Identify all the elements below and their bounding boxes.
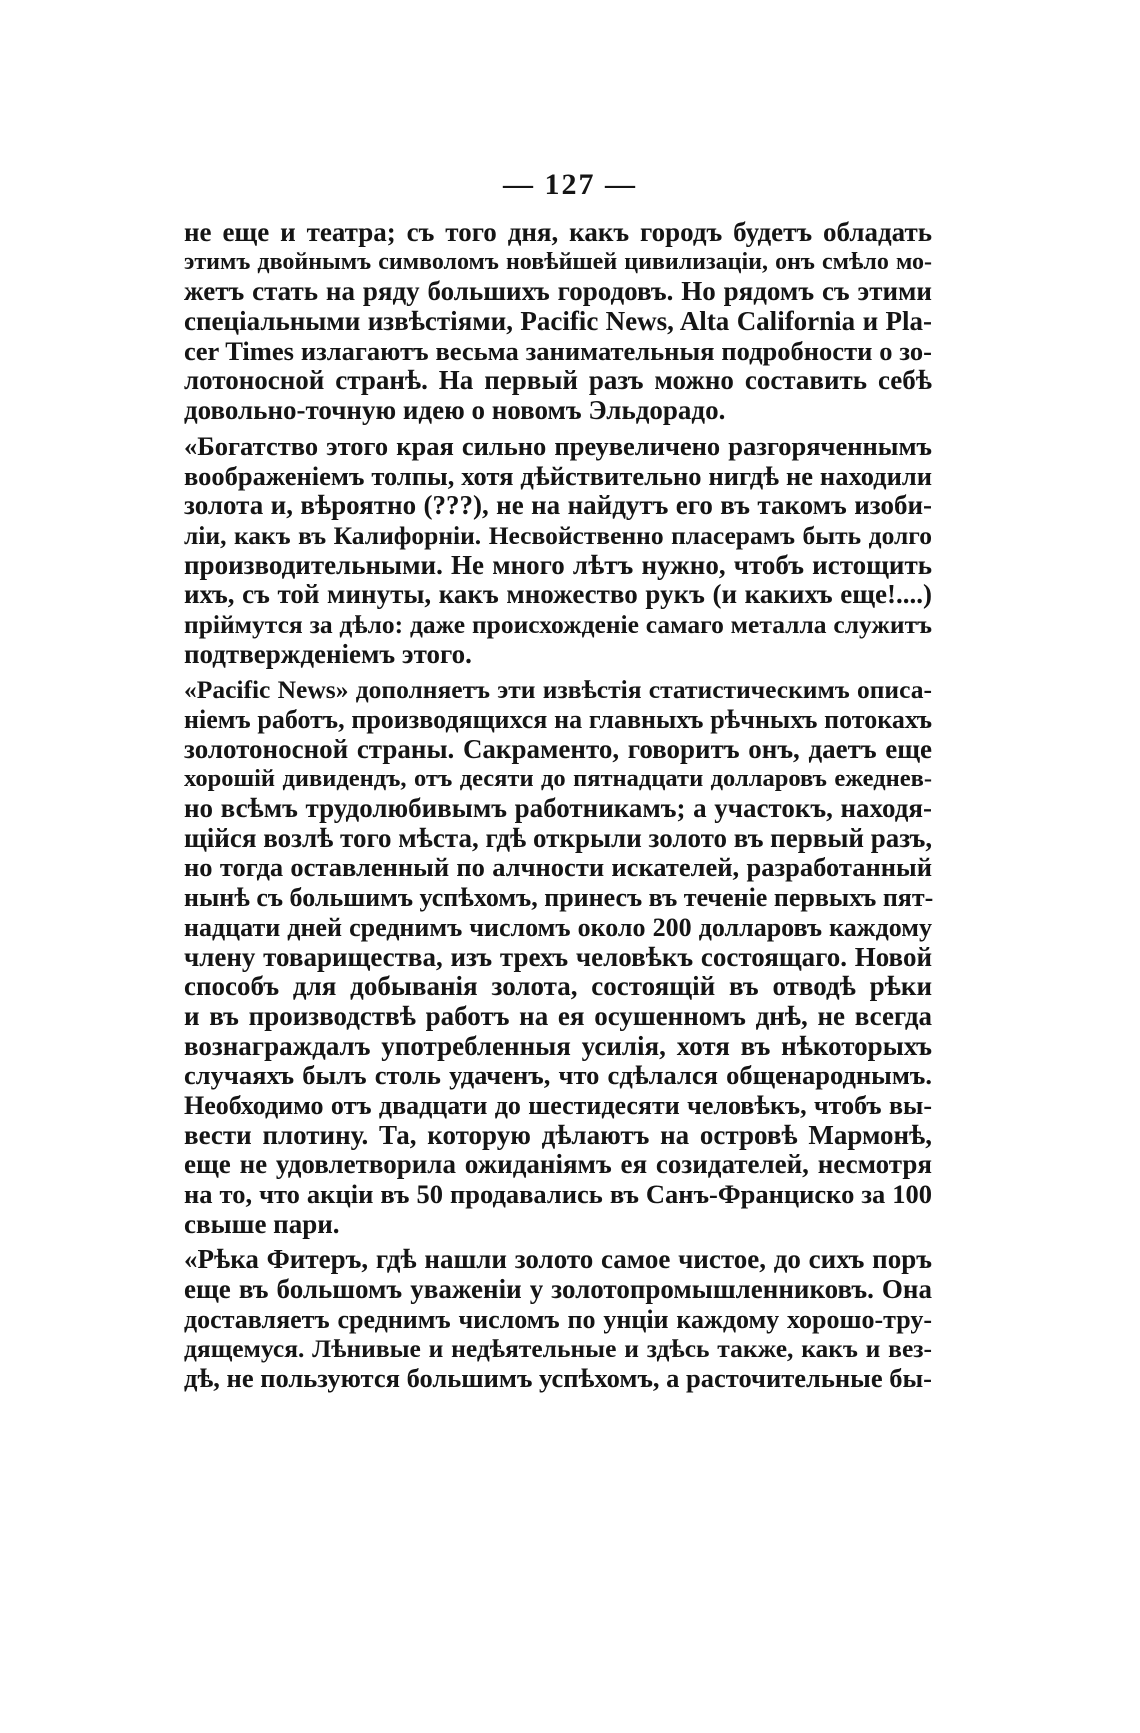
text-line: члену товарищества, изъ трехъ человѣкъ состоящаго. Новой: [184, 941, 932, 972]
text-line: надцати дней среднимъ числомъ около 200 долларовъ каждому: [184, 912, 932, 942]
text-line: ліи, какъ въ Калифорніи. Несвойственно пласерамъ быть долго: [184, 520, 932, 550]
text-line: золотоносной страны. Сакраменто, говоритъ онъ, даетъ еще: [184, 733, 932, 764]
text-line: лотоносной странѣ. На первый разъ можно составить себѣ: [184, 365, 932, 396]
paragraph-1: [184, 218, 932, 426]
text-line: жетъ стать на ряду большихъ городовъ. Но рядомъ съ этими: [184, 276, 932, 307]
text-line: вести плотину. Та, которую дѣлаютъ на островѣ Мармонѣ,: [184, 1119, 932, 1150]
body-text: [184, 218, 932, 1400]
text-line: производительными. Не много лѣтъ нужно, чтобъ истощить: [184, 549, 932, 580]
text-line: подтвержденіемъ этого.: [184, 638, 472, 669]
text-line: дѣ, не пользуются большимъ успѣхомъ, а расточительные бы-: [184, 1363, 932, 1394]
text-line: cer Times излагаютъ весьма занимательныя подробности о зо-: [184, 335, 932, 366]
text-line: пріймутся за дѣло: даже происхожденіе самаго металла служитъ: [184, 609, 932, 639]
text-line: ніемъ работъ, производящихся на главныхъ рѣчныхъ потокахъ: [184, 705, 932, 734]
text-line: еще не удовлетворила ожиданіямъ ея созидателей, несмотря: [184, 1149, 932, 1180]
text-line: не еще и театра; съ того дня, какъ городъ будетъ обладать: [184, 217, 932, 247]
text-line: вознаграждалъ употребленныя усилія, хотя въ нѣкоторыхъ: [184, 1030, 932, 1061]
text-line: случаяхъ былъ столь удаченъ, что сдѣлался общенароднымъ.: [184, 1060, 932, 1091]
text-line: доставляетъ среднимъ числомъ по унціи каждому хорошо-тру-: [184, 1304, 932, 1334]
text-line: воображеніемъ толпы, хотя дѣйствительно нигдѣ не находили: [184, 460, 932, 491]
text-line: «Богатство этого края сильно преувеличено разгоряченнымъ: [184, 430, 932, 461]
text-line: и въ производствѣ работъ на ея осушенномъ днѣ, не всегда: [184, 1000, 932, 1031]
text-line: дящемуся. Лѣнивые и недѣятельные и здѣсь также, какъ и вез-: [184, 1334, 932, 1364]
text-line: но всѣмъ трудолюбивымъ работникамъ; а участокъ, находя-: [184, 793, 932, 824]
text-line: «Pacific News» дополняетъ эти извѣстія статистическимъ описа-: [184, 675, 932, 705]
text-line: нынѣ съ большимъ успѣхомъ, принесъ въ теченіе первыхъ пят-: [184, 883, 934, 913]
text-line: еще въ большомъ уваженіи у золотопромышленниковъ. Она: [184, 1274, 932, 1305]
text-line: этимъ двойнымъ символомъ новѣйшей цивилизаціи, онъ смѣло мо-: [184, 248, 932, 275]
text-line: хорошій дивидендъ, отъ десяти до пятнадцати долларовъ ежеднев-: [184, 765, 932, 793]
text-line: на то, что акціи въ 50 продавались въ Санъ-Франциско за 100: [184, 1179, 932, 1209]
text-line: довольно-точную идею о новомъ Эльдорадо.: [184, 395, 726, 426]
text-line: но тогда оставленный по алчности искателей, разработанный: [184, 852, 932, 883]
text-line: «Рѣка Фитеръ, гдѣ нашли золото самое чистое, до сихъ поръ: [184, 1244, 932, 1275]
text-line: свыше пари.: [184, 1208, 340, 1239]
text-line: ихъ, съ той минуты, какъ множество рукъ (и какихъ еще!....): [184, 579, 932, 610]
paragraph-2: [184, 432, 932, 670]
text-line: спеціальными извѣстіями, Pacific News, Alta California и Pla-: [184, 306, 932, 337]
paragraph-3: [184, 675, 932, 1239]
text-line: золота и, вѣроятно (???), не на найдутъ его въ такомъ изоби-: [184, 490, 932, 521]
paragraph-4: [184, 1245, 932, 1393]
text-line: щійся возлѣ того мѣста, гдѣ открыли золото въ первый разъ,: [184, 822, 933, 853]
page-number: — 127 —: [503, 168, 637, 201]
text-line: способъ для добыванія золота, состоящій въ отводѣ рѣки: [184, 971, 932, 1002]
text-line: Необходимо отъ двадцати до шестидесяти человѣкъ, чтобъ вы-: [184, 1090, 932, 1120]
